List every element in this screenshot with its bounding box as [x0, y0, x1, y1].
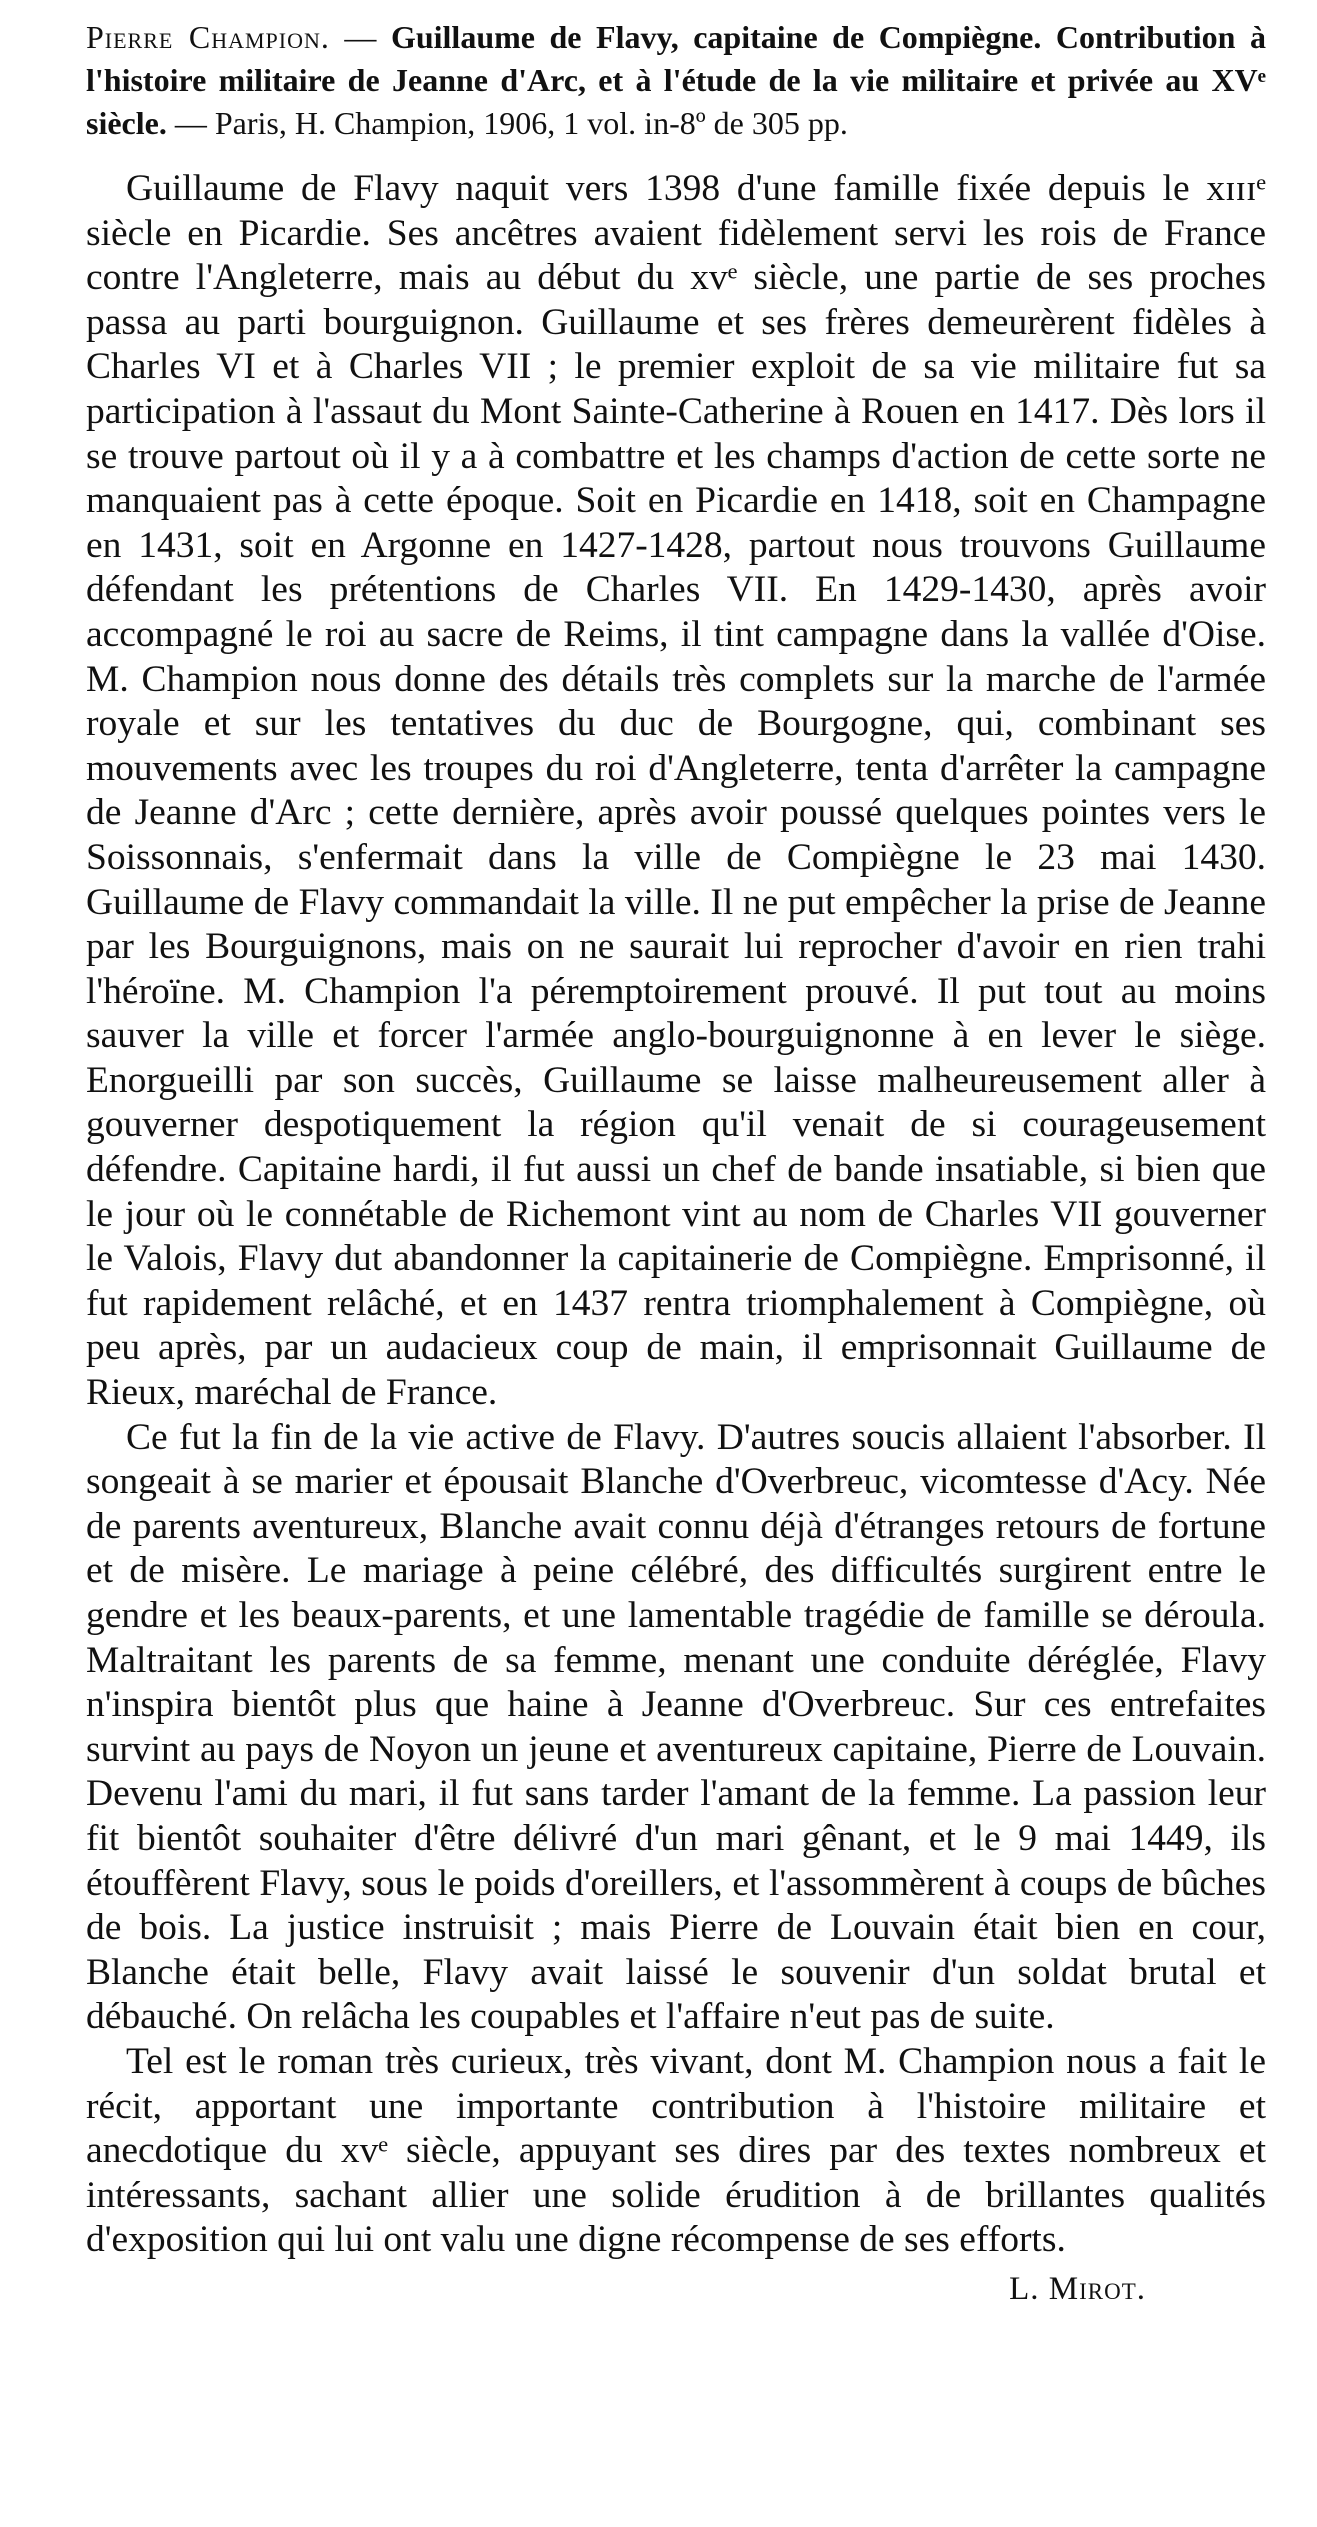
- reviewed-book-title: Guillaume de Flavy, capitaine de Compiègne. Contribution à l'histoire militaire de Jeanne d'Arc, et à l'étude de la vie militaire et privée au XVᵉ siècle.: [86, 19, 1267, 141]
- reviewer-signature: L. Mirot.: [1009, 2270, 1146, 2307]
- paragraph-biography: Guillaume de Flavy naquit vers 1398 d'une famille fixée depuis le xɪɪɪᵉ siècle en Picardie. Ses ancêtres avaient fidèlement servi les rois de France contre l'Angleterre, mais au début du xvᵉ siècle, une partie de ses proches passa au parti bourguignon. Guillaume et ses frères demeurèrent fidèles à Charles VI et à Charles VII ; le premier exploit de sa vie militaire fut sa participation à l'assaut du Mont Sainte-Catherine à Rouen en 1417. Dès lors il se trouve partout où il y a à combattre et les champs d'action de cette sorte ne manquaient pas à cette époque. Soit en Picardie en 1418, soit en Champagne en 1431, soit en Argonne en 1427-1428, partout nous trouvons Guillaume défendant les prétentions de Charles VII. En 1429-1430, après avoir accompagné le roi au sacre de Reims, il tint campagne dans la vallée d'Oise. M. Champion nous donne des détails très complets sur la marche de l'armée royale et sur les tentatives du duc de Bourgogne, qui, combinant ses mouvements avec les troupes du roi d'Angleterre, tenta d'arrêter la campagne de Jeanne d'Arc ; cette dernière, après avoir poussé quelques pointes vers le Soissonnais, s'enfermait dans la ville de Compiègne le 23 mai 1430. Guillaume de Flavy commandait la ville. Il ne put empêcher la prise de Jeanne par les Bourguignons, mais on ne saurait lui reprocher d'avoir en rien trahi l'héroïne. M. Champion l'a péremptoirement prouvé. Il put tout au moins sauver la ville et forcer l'armée anglo-bourguignonne à en lever le siège. Enorgueilli par son succès, Guillaume se laisse malheureusement aller à gouverner despotiquement la région qu'il venait de si courageusement défendre. Capitaine hardi, il fut aussi un chef de bande insatiable, si bien que le jour où le connétable de Richemont vint au nom de Charles VII gouverner le Valois, Flavy dut abandonner la capitainerie de Compiègne. Emprisonné, il fut rapidement relâché, et en 1437 rentra triomphalement à Compiègne, où peu après, par un audacieux coup de main, il emprisonnait Guillaume de Rieux, maréchal de France.: [86, 168, 1266, 1414]
- reviewed-author: Pierre Champion.: [86, 19, 330, 55]
- review-page: [86, 16, 1266, 2311]
- paragraph-conclusion: Tel est le roman très curieux, très vivant, dont M. Champion nous a fait le récit, apportant une importante contribution à l'histoire militaire et anecdotique du xvᵉ siècle, appuyant ses dires par des textes nombreux et intéressants, sachant allier une solide érudition à de brillantes qualités d'exposition qui lui ont valu une digne récompense de ses efforts.: [86, 2040, 1266, 2261]
- publication-details: — Paris, H. Champion, 1906, 1 vol. in-8º de 305 pp.: [166, 105, 848, 141]
- paragraph-marriage: Ce fut la fin de la vie active de Flavy. D'autres soucis allaient l'absorber. Il songeait à se marier et épousait Blanche d'Overbreuc, vicomtesse d'Acy. Née de parents aventureux, Blanche avait connu déjà d'étranges retours de fortune et de misère. Le mariage à peine célébré, des difficultés surgirent entre le gendre et les beaux-parents, et une lamentable tragédie de famille se déroula. Maltraitant les parents de sa femme, menant une conduite déréglée, Flavy n'inspira bientôt plus que haine à Jeanne d'Overbreuc. Sur ces entrefaites survint au pays de Noyon un jeune et aventureux capitaine, Pierre de Louvain. Devenu l'ami du mari, il fut sans tarder l'amant de la femme. La passion leur fit bientôt souhaiter d'être délivré d'un mari gênant, et le 9 mai 1449, ils étouffèrent Flavy, sous le poids d'oreillers, et l'assommèrent à coups de bûches de bois. La justice instruisit ; mais Pierre de Louvain était bien en cour, Blanche était belle, Flavy avait laissé le souvenir d'un soldat brutal et débauché. On relâcha les coupables et l'affaire n'eut pas de suite.: [86, 1416, 1266, 2038]
- review-heading: [86, 16, 1266, 145]
- heading-separator: —: [329, 19, 391, 55]
